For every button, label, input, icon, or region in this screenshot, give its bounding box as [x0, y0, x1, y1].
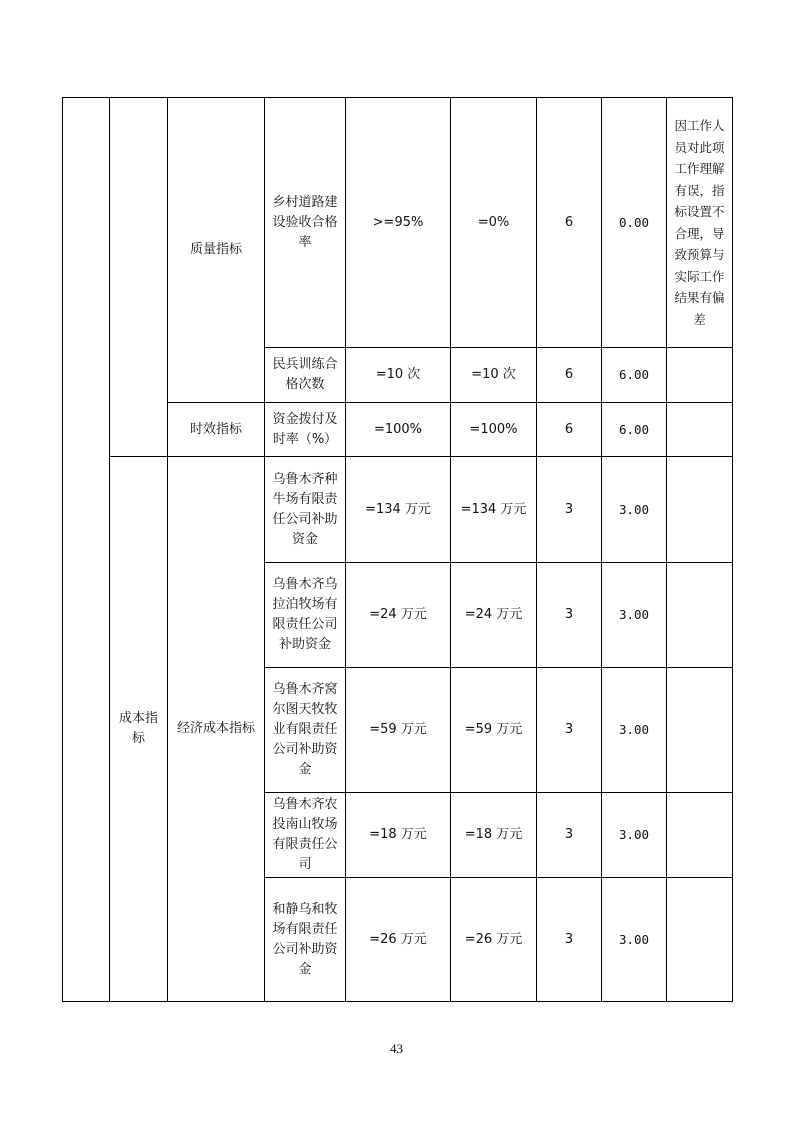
- actual-value: =0%: [451, 98, 537, 348]
- tier2-cell: [110, 98, 168, 457]
- tier3-cell: 质量指标: [168, 98, 265, 403]
- weight-value: 6: [537, 348, 602, 403]
- weight-value: 3: [537, 878, 602, 1002]
- actual-value: =26 万元: [451, 878, 537, 1002]
- target-value: =24 万元: [346, 563, 451, 668]
- deviation-note: 因工作人员对此项工作理解有误，指标设置不合理，导致预算与实际工作结果有偏差: [667, 98, 733, 348]
- deviation-note: [667, 348, 733, 403]
- target-value: =18 万元: [346, 793, 451, 878]
- score-value: 3.00: [602, 563, 667, 668]
- tier1-cell: [63, 98, 110, 1002]
- weight-value: 6: [537, 98, 602, 348]
- actual-value: =59 万元: [451, 668, 537, 793]
- tier2-cell: 成本指标: [110, 457, 168, 1002]
- tier3-cell: 时效指标: [168, 403, 265, 457]
- actual-value: =10 次: [451, 348, 537, 403]
- target-value: =59 万元: [346, 668, 451, 793]
- deviation-note: [667, 793, 733, 878]
- actual-value: =18 万元: [451, 793, 537, 878]
- deviation-note: [667, 563, 733, 668]
- score-value: 3.00: [602, 793, 667, 878]
- performance-table: [62, 97, 733, 1002]
- actual-value: =100%: [451, 403, 537, 457]
- target-value: =134 万元: [346, 457, 451, 563]
- indicator-name: 乌鲁木齐窝尔图天牧牧业有限责任公司补助资金: [265, 668, 346, 793]
- score-value: 6.00: [602, 403, 667, 457]
- table-row: [63, 457, 733, 563]
- indicator-name: 乌鲁木齐乌拉泊牧场有限责任公司补助资金: [265, 563, 346, 668]
- deviation-note: [667, 878, 733, 1002]
- indicator-name: 资金拨付及时率（%）: [265, 403, 346, 457]
- weight-value: 6: [537, 403, 602, 457]
- indicator-name: 和静乌和牧场有限责任公司补助资金: [265, 878, 346, 1002]
- page-number: 43: [390, 1041, 403, 1056]
- deviation-note: [667, 668, 733, 793]
- target-value: =100%: [346, 403, 451, 457]
- weight-value: 3: [537, 668, 602, 793]
- target-value: =10 次: [346, 348, 451, 403]
- indicator-name: 乌鲁木齐农投南山牧场有限责任公司: [265, 793, 346, 878]
- actual-value: =134 万元: [451, 457, 537, 563]
- score-value: 3.00: [602, 668, 667, 793]
- actual-value: =24 万元: [451, 563, 537, 668]
- target-value: =26 万元: [346, 878, 451, 1002]
- target-value: >=95%: [346, 98, 451, 348]
- score-value: 3.00: [602, 457, 667, 563]
- deviation-note: [667, 457, 733, 563]
- score-value: 3.00: [602, 878, 667, 1002]
- weight-value: 3: [537, 563, 602, 668]
- table-row: [63, 98, 733, 348]
- tier3-cell: 经济成本指标: [168, 457, 265, 1002]
- score-value: 0.00: [602, 98, 667, 348]
- indicator-name: 乌鲁木齐种牛场有限责任公司补助资金: [265, 457, 346, 563]
- indicator-name: 乡村道路建设验收合格率: [265, 98, 346, 348]
- indicator-name: 民兵训练合格次数: [265, 348, 346, 403]
- score-value: 6.00: [602, 348, 667, 403]
- deviation-note: [667, 403, 733, 457]
- weight-value: 3: [537, 793, 602, 878]
- weight-value: 3: [537, 457, 602, 563]
